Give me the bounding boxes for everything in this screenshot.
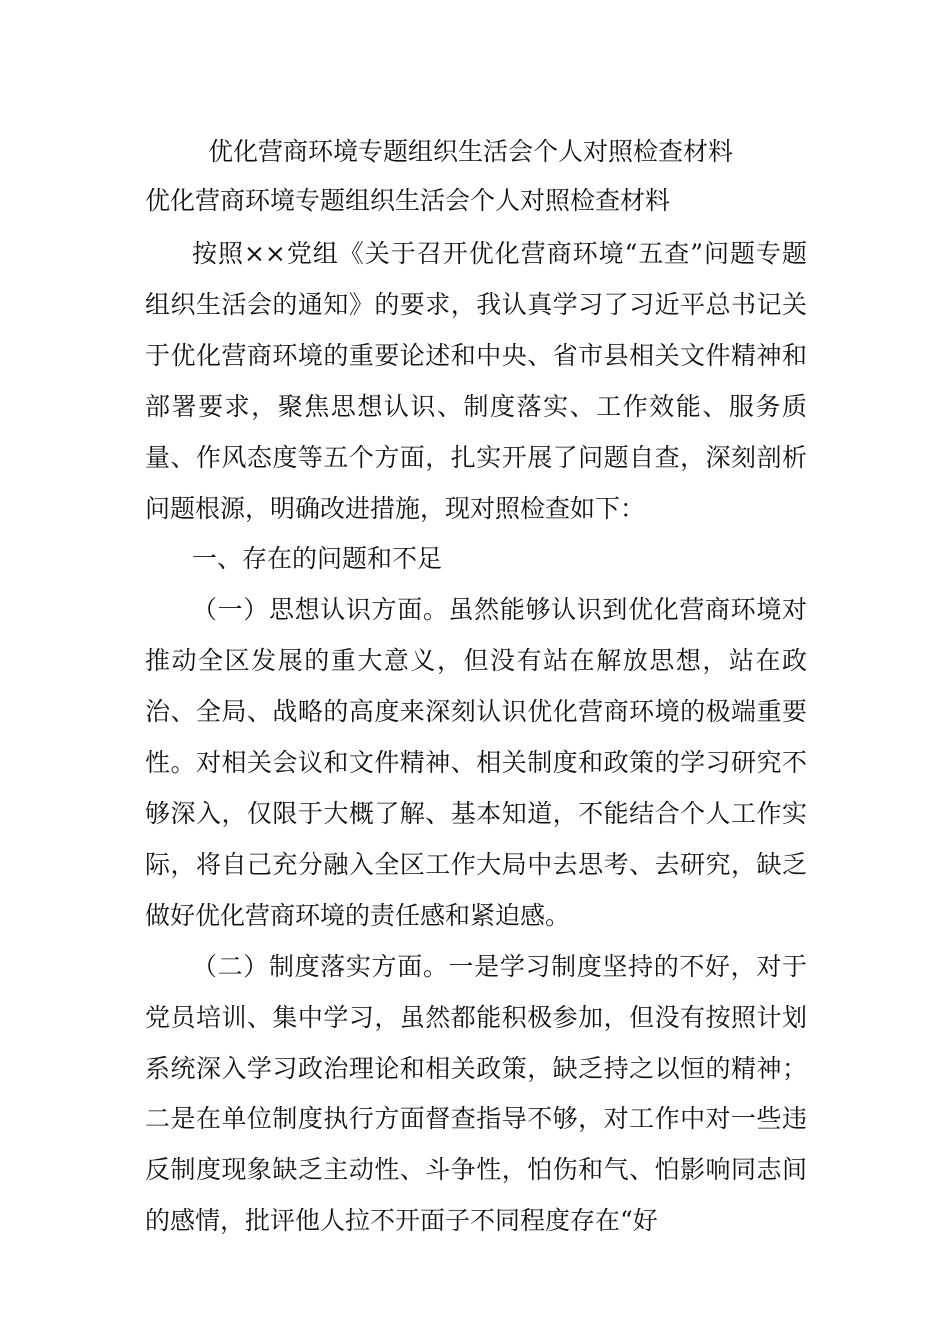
document-body: [145, 229, 807, 1247]
section-heading-problems: 一、存在的问题和不足: [192, 544, 443, 574]
paragraph-intro: 按照××党组《关于召开优化营商环境“五查”问题专题组织生活会的通知》的要求，我认真学习了习近平总书记关于优化营商环境的重要论述和中央、省市县相关文件精神和部署要求，聚焦思想认识、制度落实、工作效能、服务质量、作风态度等五个方面，扎实开展了问题自查，深刻剖析问题根源，明确改进措施，现对照检查如下：: [145, 239, 807, 523]
paragraph-system-implementation: （二）制度落实方面。一是学习制度坚持的不好，对于党员培训、集中学习，虽然都能积极参加，但没有按照计划系统深入学习政治理论和相关政策，缺乏持之以恒的精神；二是在单位制度执行方面督查指导不够，对工作中对一些违反制度现象缺乏主动性、斗争性，怕伤和气、怕影响同志间的感情，批评他人拉不开面子不同程度存在“好: [145, 951, 807, 1236]
document-subtitle: 优化营商环境专题组织生活会个人对照检查材料: [145, 186, 671, 215]
document-title: 优化营商环境专题组织生活会个人对照检查材料: [208, 137, 734, 166]
paragraph-ideological-awareness: （一）思想认识方面。虽然能够认识到优化营商环境对推动全区发展的重大意义，但没有站在解放思想，站在政治、全局、战略的高度来深刻认识优化营商环境的极端重要性。对相关会议和文件精神、相关制度和政策的学习研究不够深入，仅限于大概了解、基本知道，不能结合个人工作实际，将自己充分融入全区工作大局中去思考、去研究，缺乏做好优化营商环境的责任感和紧迫感。: [145, 595, 807, 930]
